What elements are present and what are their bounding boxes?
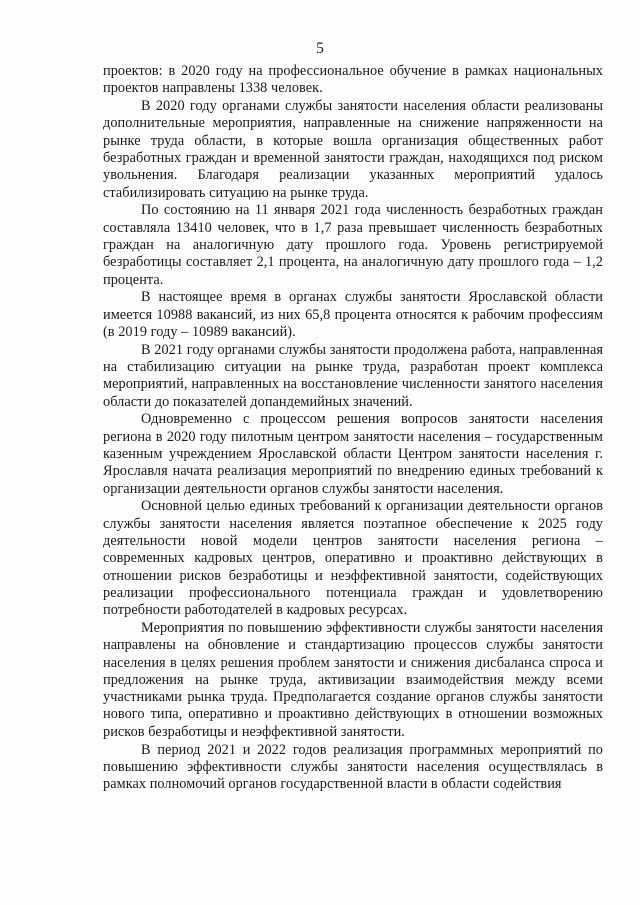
paragraph: В 2021 году органами службы занятости продолжена работа, направленная на стабилизацию ситуации на рынке труда, разработан проект комплекса мероприятий, направленных на восстановление численности занятого населения области до показателей допандемийных значений. [103,341,603,410]
paragraph: Одновременно с процессом решения вопросов занятости населения региона в 2020 году пилотным центром занятости населения – государственным казенным учреждением Ярославской области Центром занятости населения г. Ярославля начата реализация мероприятий по внедрению единых требований к организации деятельности органов службы занятости населения. [103,411,603,497]
paragraph: Основной целью единых требований к организации деятельности органов службы занятости населения является поэтапное обеспечение к 2025 году деятельности новой модели центров занятости населения региона – современных кадровых центров, оперативно и проактивно действующих в отношении рисков безработицы и неэффективной занятости, содействующих реализации профессионального потенциала граждан и удовлетворению потребности работодателей в кадровых ресурсах. [103,498,603,619]
paragraph: В настоящее время в органах службы занятости Ярославской области имеется 10988 вакансий, из них 65,8 процента относятся к рабочим профессиям (в 2019 году – 10989 вакансий). [103,289,603,340]
document-body [103,63,603,793]
paragraph: В период 2021 и 2022 годов реализация программных мероприятий по повышению эффективности службы занятости населения осуществлялась в рамках полномочий органов государственной власти в области содействия [103,741,603,793]
paragraph: По состоянию на 11 января 2021 года численность безработных граждан составляла 13410 человек, что в 1,7 раза превышает численность безработных граждан на аналогичную дату прошлого года. Уровень регистрируемой безработицы составляет 2,1 процента, на аналогичную дату прошлого года – 1,2 процента. [103,202,603,288]
paragraph: проектов: в 2020 году на профессиональное обучение в рамках национальных проектов направлены 1338 человек. [103,63,603,97]
page-number: 5 [316,40,324,57]
paragraph: Мероприятия по повышению эффективности службы занятости населения направлены на обновление и стандартизацию процессов службы занятости населения в целях решения проблем занятости и снижения дисбаланса спроса и предложения на рынке труда, активизации взаимодействия между всеми участниками рынка труда. Предполагается создание органов службы занятости нового типа, оперативно и проактивно действующих в отношении возможных рисков безработицы и неэффективной занятости. [103,620,603,740]
paragraph: В 2020 году органами службы занятости населения области реализованы дополнительные мероприятия, направленные на снижение напряженности на рынке труда области, в которые вошла организация общественных работ безработных граждан и временной занятости граждан, находящихся под риском увольнения. Благодаря реализации указанных мероприятий удалось стабилизировать ситуацию на рынке труда. [103,98,603,201]
